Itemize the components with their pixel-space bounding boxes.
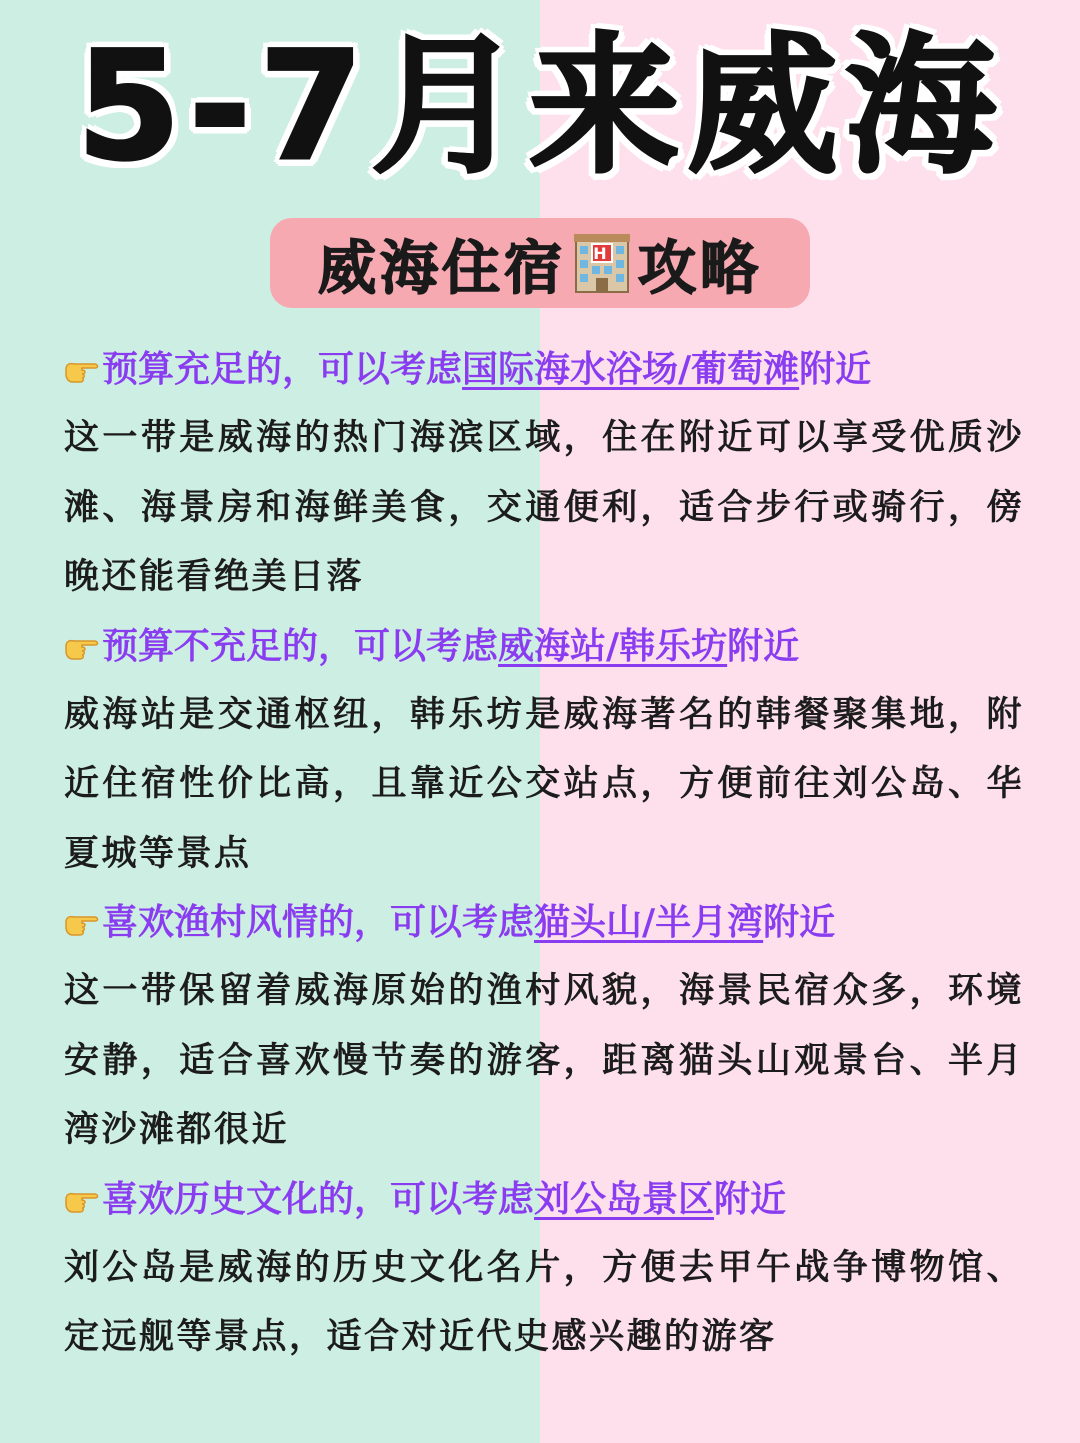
heading-location: 国际海水浴场/葡萄滩	[462, 349, 800, 390]
section-heading	[64, 613, 1024, 681]
svg-text:H: H	[593, 244, 611, 263]
heading-prefix: 预算充足的，可以考虑	[102, 349, 463, 390]
section-body: 刘公岛是威海的历史文化名片，方便去甲午战争博物馆、定远舰等景点，适合对近代史感兴趣的游客	[64, 1247, 1024, 1357]
pointing-hand-icon	[64, 902, 102, 943]
section-2	[64, 613, 1024, 890]
section-4	[64, 1166, 1024, 1373]
section-body: 这一带保留着威海原始的渔村风貌，海景民宿众多，环境安静，适合喜欢慢节奏的游客，距离猫头山观景台、半月湾沙滩都很近	[64, 971, 1024, 1150]
pointing-hand-icon	[64, 349, 102, 390]
subtitle-badge	[270, 218, 810, 308]
heading-suffix: 附近	[763, 902, 836, 943]
pointing-hand-icon	[64, 1179, 102, 1220]
subtitle-text-after: 攻略	[638, 234, 763, 302]
heading-location: 猫头山/半月湾	[534, 902, 764, 943]
section-3	[64, 889, 1024, 1166]
page-title: 5-7月来威海	[76, 20, 1004, 194]
section-heading	[64, 336, 1024, 404]
heading-suffix: 附近	[799, 349, 872, 390]
heading-suffix: 附近	[727, 625, 800, 667]
heading-prefix: 预算不充足的，可以考虑	[102, 625, 499, 667]
section-body: 威海站是交通枢纽，韩乐坊是威海著名的韩餐聚集地，附近住宿性价比高，且靠近公交站点，方便前往刘公岛、华夏城等景点	[64, 694, 1024, 874]
heading-prefix: 喜欢历史文化的，可以考虑	[102, 1178, 535, 1220]
subtitle-text-before: 威海住宿	[317, 234, 566, 302]
heading-location: 刘公岛景区	[534, 1178, 715, 1220]
sections-list	[64, 336, 1024, 1373]
heading-location: 威海站/韩乐坊	[498, 625, 728, 667]
section-body: 这一带是威海的热门海滨区域，住在附近可以享受优质沙滩、海景房和海鲜美食，交通便利，适合步行或骑行，傍晚还能看绝美日落	[64, 418, 1024, 597]
section-heading	[64, 1166, 1024, 1234]
pointing-hand-icon	[64, 626, 102, 667]
section-heading	[64, 889, 1024, 957]
hotel-icon	[572, 232, 632, 294]
section-1	[64, 336, 1024, 613]
heading-prefix: 喜欢渔村风情的，可以考虑	[102, 902, 535, 943]
heading-suffix: 附近	[714, 1178, 787, 1220]
